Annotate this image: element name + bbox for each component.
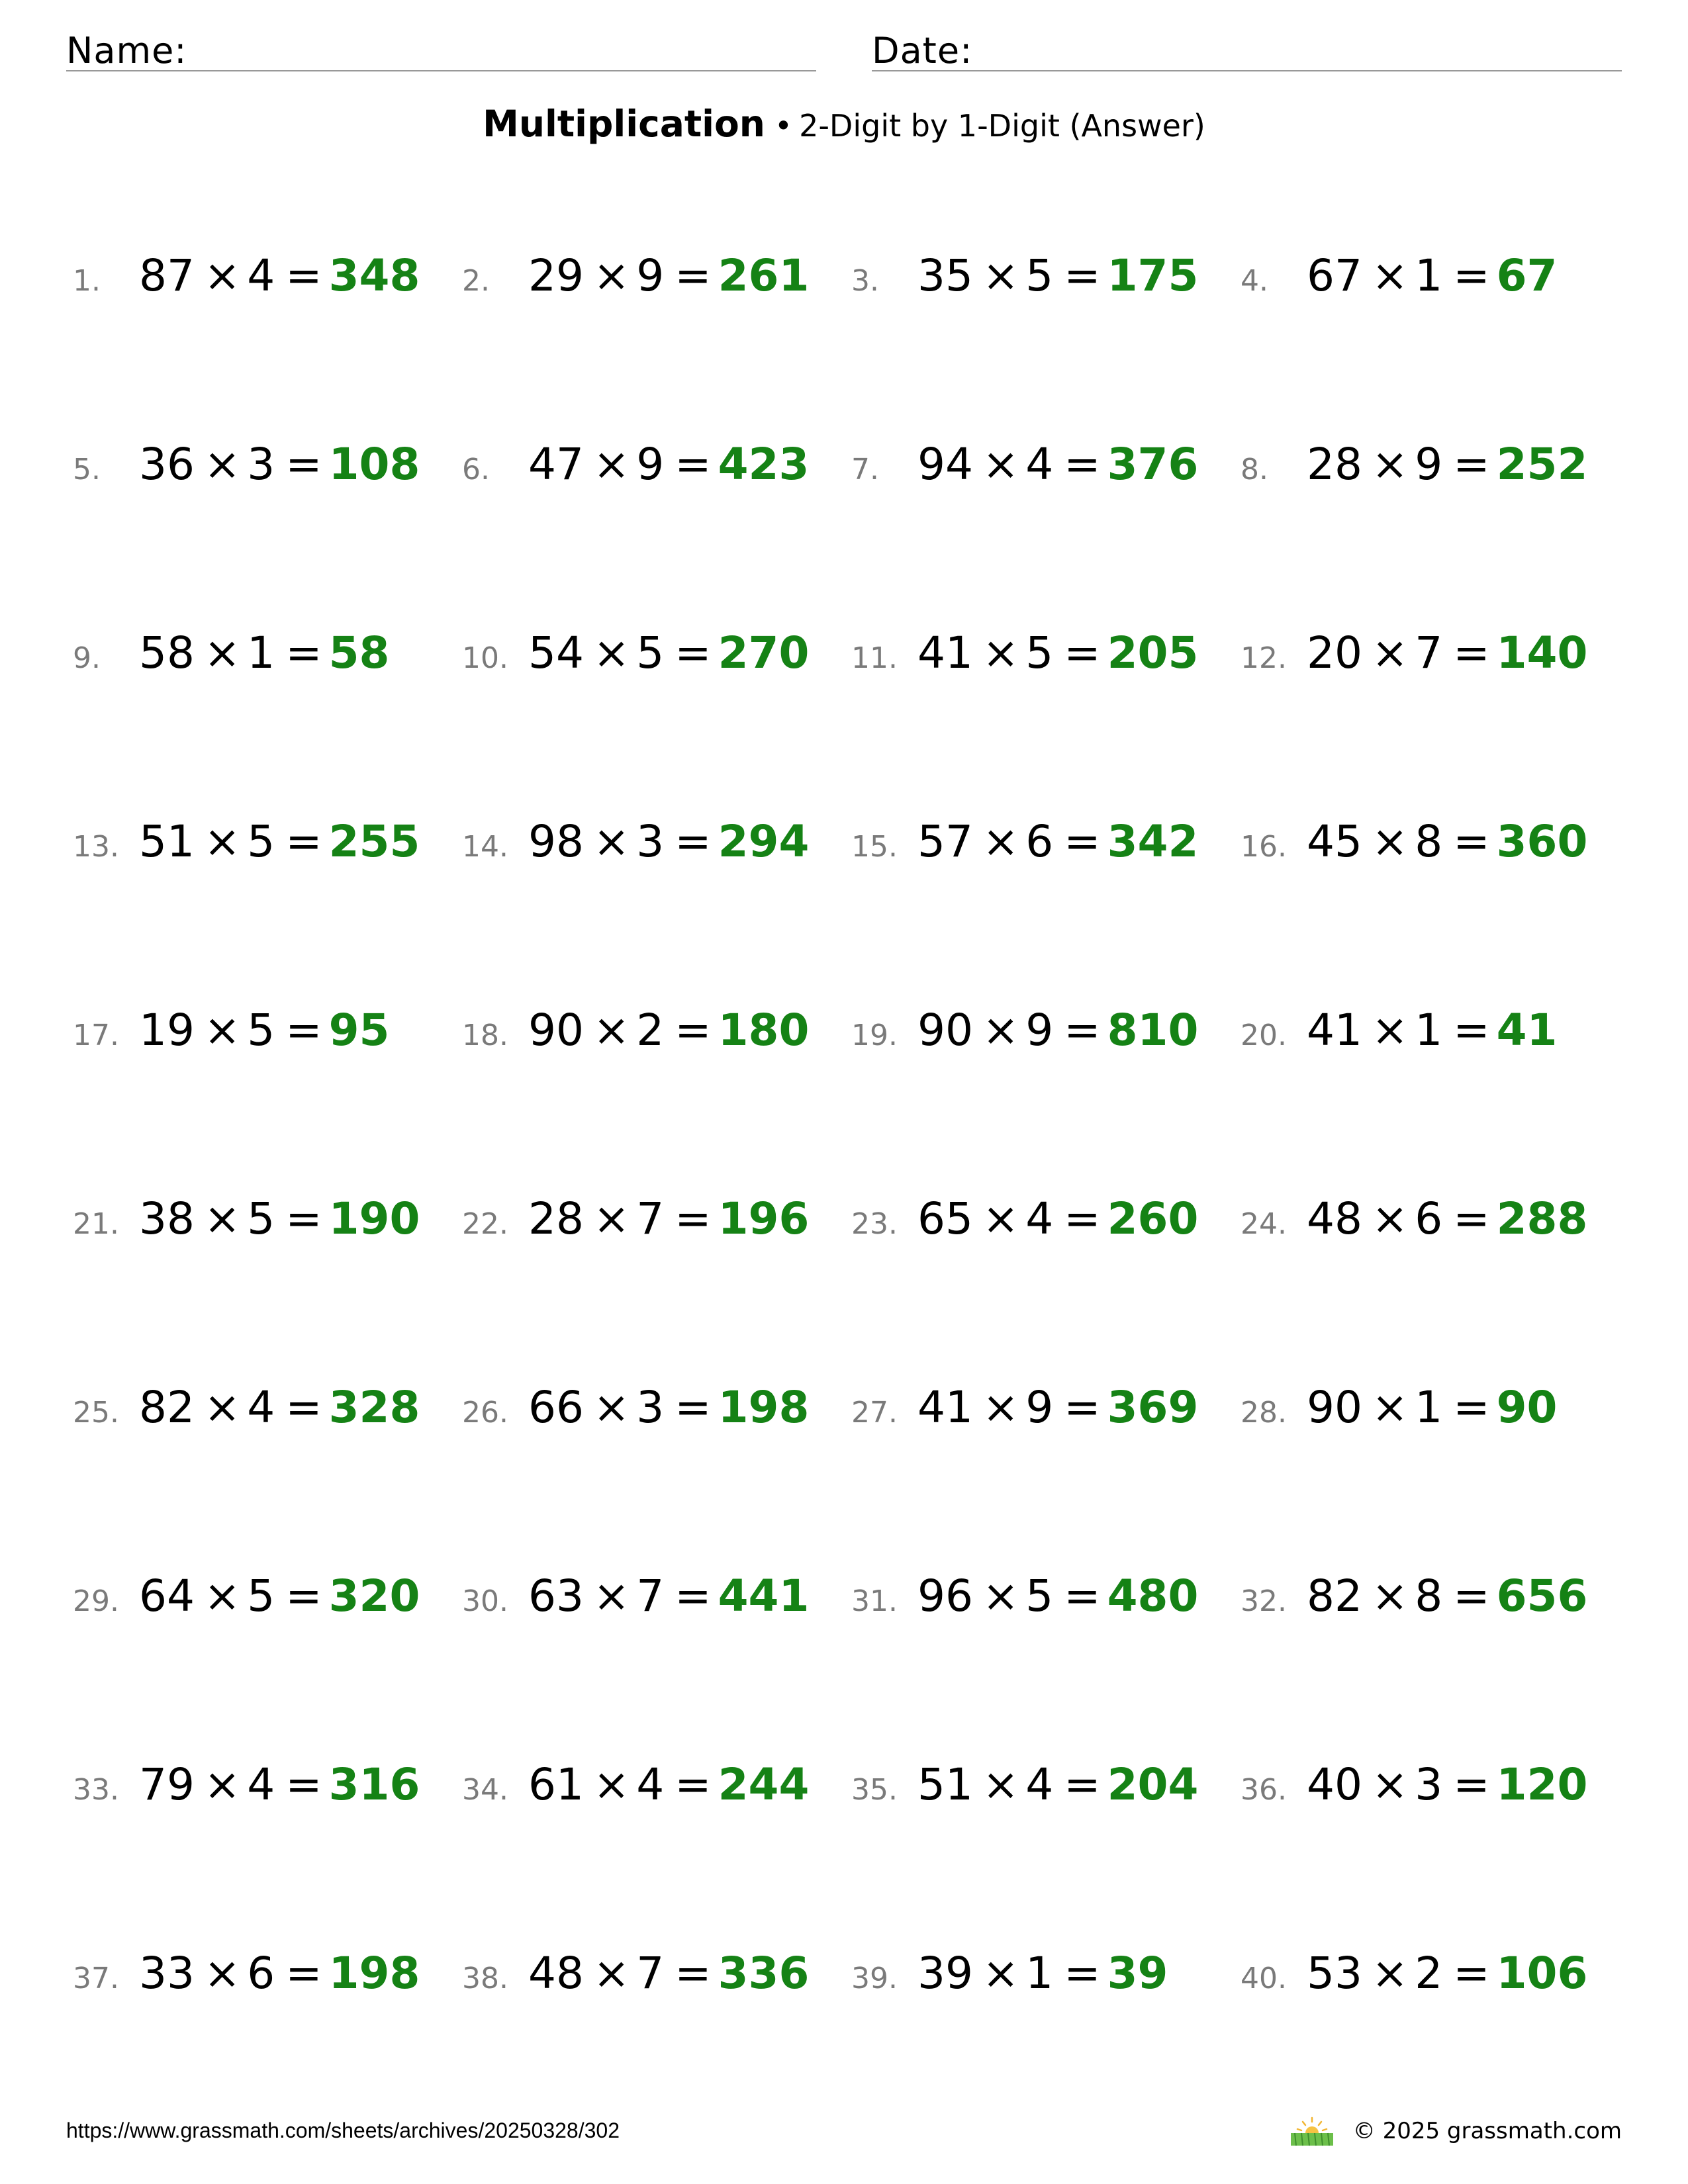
times-sign: × — [592, 1948, 630, 1999]
problem-factor-a: 82 — [1307, 1570, 1362, 1621]
problem-answer: 39 — [1107, 1948, 1168, 1999]
problem-factor-b: 3 — [636, 816, 665, 867]
problem-item — [1241, 1570, 1622, 1630]
problem-item — [851, 1005, 1241, 1064]
problem-item — [851, 816, 1241, 876]
problem-factor-b: 1 — [1025, 1948, 1054, 1999]
problem-answer: 196 — [718, 1193, 810, 1244]
problem-item — [462, 816, 851, 876]
equals-sign: = — [1453, 1948, 1490, 1999]
problem-item — [73, 250, 462, 310]
problem-factor-b: 7 — [1415, 627, 1443, 678]
equals-sign: = — [285, 816, 322, 867]
problem-factor-a: 98 — [528, 816, 584, 867]
times-sign: × — [982, 1193, 1019, 1244]
problem-number: 8. — [1241, 453, 1268, 486]
problem-answer: 95 — [328, 1005, 390, 1056]
problem-factor-a: 58 — [139, 627, 195, 678]
times-sign: × — [982, 1382, 1019, 1433]
problem-answer: 336 — [718, 1948, 810, 1999]
times-sign: × — [203, 1570, 241, 1621]
equals-sign: = — [285, 250, 322, 301]
equals-sign: = — [285, 1005, 322, 1056]
times-sign: × — [203, 1382, 241, 1433]
problem-factor-b: 4 — [247, 250, 275, 301]
problem-item — [851, 1382, 1241, 1441]
problem-number: 16. — [1241, 830, 1287, 864]
problem-answer: 810 — [1107, 1005, 1199, 1056]
equals-sign: = — [1453, 816, 1490, 867]
problem-factor-a: 40 — [1307, 1759, 1362, 1810]
problem-answer: 204 — [1107, 1759, 1199, 1810]
problem-item — [851, 1759, 1241, 1819]
problem-item — [1241, 1005, 1622, 1064]
equals-sign: = — [1064, 250, 1101, 301]
equals-sign: = — [285, 1570, 322, 1621]
equals-sign: = — [1064, 439, 1101, 490]
problem-factor-b: 1 — [247, 627, 275, 678]
problem-answer: 41 — [1496, 1005, 1558, 1056]
times-sign: × — [1371, 439, 1409, 490]
problem-answer: 106 — [1496, 1948, 1588, 1999]
problem-factor-b: 5 — [636, 627, 665, 678]
problem-factor-b: 9 — [636, 439, 665, 490]
problem-answer: 190 — [328, 1193, 420, 1244]
problem-factor-b: 7 — [636, 1570, 665, 1621]
problem-number: 21. — [73, 1207, 119, 1241]
problem-number: 17. — [73, 1019, 119, 1052]
name-label: Name: — [66, 30, 187, 71]
problem-factor-b: 6 — [247, 1948, 275, 1999]
problem-factor-a: 53 — [1307, 1948, 1362, 1999]
problem-factor-a: 61 — [528, 1759, 584, 1810]
problem-factor-b: 2 — [1415, 1948, 1443, 1999]
problem-factor-a: 79 — [139, 1759, 195, 1810]
problem-factor-a: 19 — [139, 1005, 195, 1056]
problem-number: 11. — [851, 641, 898, 675]
times-sign: × — [203, 1005, 241, 1056]
times-sign: × — [1371, 1570, 1409, 1621]
equals-sign: = — [1453, 250, 1490, 301]
problem-answer: 320 — [328, 1570, 420, 1621]
times-sign: × — [1371, 1193, 1409, 1244]
problem-item — [1241, 816, 1622, 876]
times-sign: × — [982, 1005, 1019, 1056]
problem-number: 12. — [1241, 641, 1287, 675]
problem-number: 31. — [851, 1584, 898, 1618]
problem-factor-b: 4 — [636, 1759, 665, 1810]
times-sign: × — [203, 439, 241, 490]
problem-answer: 328 — [328, 1382, 420, 1433]
problem-item — [851, 1570, 1241, 1630]
equals-sign: = — [1064, 1570, 1101, 1621]
problem-item — [851, 1948, 1241, 2007]
problem-factor-a: 39 — [917, 1948, 973, 1999]
problem-item — [462, 439, 851, 498]
problem-factor-a: 57 — [917, 816, 973, 867]
problem-item — [851, 627, 1241, 687]
problem-answer: 294 — [718, 816, 810, 867]
equals-sign: = — [675, 1382, 712, 1433]
problem-factor-a: 36 — [139, 439, 195, 490]
problem-factor-a: 87 — [139, 250, 195, 301]
equals-sign: = — [675, 627, 712, 678]
problem-factor-b: 3 — [247, 439, 275, 490]
times-sign: × — [592, 816, 630, 867]
problem-factor-b: 2 — [636, 1005, 665, 1056]
problem-factor-a: 48 — [1307, 1193, 1362, 1244]
problem-number: 27. — [851, 1396, 898, 1430]
times-sign: × — [982, 627, 1019, 678]
times-sign: × — [1371, 1759, 1409, 1810]
problem-item — [462, 250, 851, 310]
problem-item — [1241, 1382, 1622, 1441]
problem-answer: 252 — [1496, 439, 1588, 490]
problem-item — [851, 439, 1241, 498]
problem-answer: 198 — [328, 1948, 420, 1999]
times-sign: × — [1371, 627, 1409, 678]
problem-answer: 270 — [718, 627, 810, 678]
worksheet-title — [0, 103, 1688, 145]
date-field[interactable] — [872, 24, 1622, 71]
equals-sign: = — [675, 1570, 712, 1621]
problem-factor-b: 5 — [1025, 1570, 1054, 1621]
problem-number: 38. — [462, 1962, 508, 1995]
problem-number: 20. — [1241, 1019, 1287, 1052]
problem-factor-a: 20 — [1307, 627, 1362, 678]
equals-sign: = — [285, 1759, 322, 1810]
problem-number: 39. — [851, 1962, 898, 1995]
problem-number: 1. — [73, 264, 101, 298]
problem-number: 24. — [1241, 1207, 1287, 1241]
problem-factor-a: 82 — [139, 1382, 195, 1433]
problem-answer: 480 — [1107, 1570, 1199, 1621]
problem-factor-b: 6 — [1025, 816, 1054, 867]
problem-factor-b: 4 — [247, 1759, 275, 1810]
problem-answer: 175 — [1107, 250, 1199, 301]
problem-answer: 369 — [1107, 1382, 1199, 1433]
times-sign: × — [982, 250, 1019, 301]
problem-item — [73, 816, 462, 876]
equals-sign: = — [675, 1759, 712, 1810]
problem-factor-b: 6 — [1415, 1193, 1443, 1244]
footer-copyright: © 2025 grassmath.com — [1352, 2118, 1622, 2144]
problem-answer: 348 — [328, 250, 420, 301]
problem-answer: 120 — [1496, 1759, 1588, 1810]
problem-factor-b: 9 — [1025, 1005, 1054, 1056]
problem-number: 5. — [73, 453, 101, 486]
problem-item — [1241, 627, 1622, 687]
problem-number: 23. — [851, 1207, 898, 1241]
times-sign: × — [203, 1759, 241, 1810]
problem-answer: 441 — [718, 1570, 810, 1621]
equals-sign: = — [1064, 1759, 1101, 1810]
problem-factor-b: 5 — [1025, 250, 1054, 301]
equals-sign: = — [1453, 1382, 1490, 1433]
problem-factor-a: 45 — [1307, 816, 1362, 867]
times-sign: × — [592, 1005, 630, 1056]
problem-factor-b: 5 — [1025, 627, 1054, 678]
problem-factor-a: 67 — [1307, 250, 1362, 301]
date-label: Date: — [872, 30, 973, 71]
problem-number: 6. — [462, 453, 490, 486]
equals-sign: = — [1064, 1382, 1101, 1433]
problem-factor-a: 65 — [917, 1193, 973, 1244]
problem-factor-a: 41 — [917, 627, 973, 678]
problem-answer: 260 — [1107, 1193, 1199, 1244]
equals-sign: = — [675, 1948, 712, 1999]
equals-sign: = — [285, 1193, 322, 1244]
equals-sign: = — [1453, 1005, 1490, 1056]
footer-url: https://www.grassmath.com/sheets/archives/20250328/302 — [66, 2118, 620, 2142]
problem-item — [73, 1193, 462, 1253]
times-sign: × — [203, 627, 241, 678]
problem-factor-a: 28 — [1307, 439, 1362, 490]
problem-number: 26. — [462, 1396, 508, 1430]
problem-factor-b: 1 — [1415, 250, 1443, 301]
problem-factor-a: 29 — [528, 250, 584, 301]
grass-sun-logo-icon — [1288, 2115, 1336, 2147]
times-sign: × — [592, 627, 630, 678]
problem-factor-a: 33 — [139, 1948, 195, 1999]
times-sign: × — [592, 250, 630, 301]
problem-answer: 360 — [1496, 816, 1588, 867]
problem-answer: 58 — [328, 627, 390, 678]
times-sign: × — [1371, 1948, 1409, 1999]
problem-factor-a: 66 — [528, 1382, 584, 1433]
problem-number: 36. — [1241, 1773, 1287, 1807]
problem-number: 10. — [462, 641, 508, 675]
problem-item — [851, 250, 1241, 310]
problem-factor-b: 4 — [1025, 1193, 1054, 1244]
problem-number: 35. — [851, 1773, 898, 1807]
problem-answer: 255 — [328, 816, 420, 867]
problem-item — [462, 1948, 851, 2007]
equals-sign: = — [1453, 1759, 1490, 1810]
times-sign: × — [982, 439, 1019, 490]
times-sign: × — [592, 1759, 630, 1810]
times-sign: × — [982, 1759, 1019, 1810]
problem-factor-a: 35 — [917, 250, 973, 301]
problem-number: 9. — [73, 641, 101, 675]
problem-item — [462, 1382, 851, 1441]
problem-answer: 180 — [718, 1005, 810, 1056]
problem-number: 29. — [73, 1584, 119, 1618]
times-sign: × — [592, 1382, 630, 1433]
problem-number: 25. — [73, 1396, 119, 1430]
problem-number: 2. — [462, 264, 490, 298]
equals-sign: = — [285, 627, 322, 678]
problem-answer: 423 — [718, 439, 810, 490]
equals-sign: = — [285, 439, 322, 490]
problem-number: 4. — [1241, 264, 1268, 298]
problem-item — [1241, 439, 1622, 498]
equals-sign: = — [285, 1382, 322, 1433]
title-bullet: • — [774, 108, 793, 144]
times-sign: × — [203, 816, 241, 867]
problem-factor-a: 96 — [917, 1570, 973, 1621]
equals-sign: = — [675, 439, 712, 490]
problem-factor-b: 4 — [1025, 439, 1054, 490]
problem-item — [1241, 1193, 1622, 1253]
problem-factor-b: 5 — [247, 816, 275, 867]
problem-factor-b: 4 — [247, 1382, 275, 1433]
problem-factor-a: 90 — [1307, 1382, 1362, 1433]
times-sign: × — [1371, 1382, 1409, 1433]
problem-factor-b: 4 — [1025, 1759, 1054, 1810]
problem-number: 30. — [462, 1584, 508, 1618]
problem-factor-a: 41 — [1307, 1005, 1362, 1056]
problem-factor-a: 48 — [528, 1948, 584, 1999]
problem-factor-b: 5 — [247, 1005, 275, 1056]
times-sign: × — [982, 816, 1019, 867]
problem-factor-a: 47 — [528, 439, 584, 490]
problem-item — [462, 627, 851, 687]
name-field[interactable] — [66, 24, 816, 71]
problem-item — [73, 1005, 462, 1064]
problem-answer: 316 — [328, 1759, 420, 1810]
times-sign: × — [203, 1948, 241, 1999]
problem-grid — [73, 250, 1622, 2136]
equals-sign: = — [1453, 1570, 1490, 1621]
problem-number: 37. — [73, 1962, 119, 1995]
equals-sign: = — [1064, 1193, 1101, 1244]
problem-factor-b: 5 — [247, 1570, 275, 1621]
equals-sign: = — [675, 1005, 712, 1056]
problem-factor-a: 90 — [528, 1005, 584, 1056]
problem-number: 19. — [851, 1019, 898, 1052]
equals-sign: = — [1453, 439, 1490, 490]
problem-factor-b: 8 — [1415, 1570, 1443, 1621]
problem-item — [462, 1193, 851, 1253]
problem-item — [73, 627, 462, 687]
problem-factor-a: 64 — [139, 1570, 195, 1621]
problem-item — [462, 1759, 851, 1819]
problem-answer: 198 — [718, 1382, 810, 1433]
problem-item — [73, 1948, 462, 2007]
problem-item — [73, 439, 462, 498]
times-sign: × — [592, 1193, 630, 1244]
problem-item — [462, 1005, 851, 1064]
problem-factor-b: 1 — [1415, 1382, 1443, 1433]
times-sign: × — [982, 1570, 1019, 1621]
equals-sign: = — [1453, 1193, 1490, 1244]
problem-answer: 288 — [1496, 1193, 1588, 1244]
problem-number: 22. — [462, 1207, 508, 1241]
problem-item — [1241, 1948, 1622, 2007]
problem-answer: 90 — [1496, 1382, 1558, 1433]
problem-answer: 108 — [328, 439, 420, 490]
problem-item — [73, 1382, 462, 1441]
problem-number: 14. — [462, 830, 508, 864]
problem-number: 18. — [462, 1019, 508, 1052]
problem-number: 7. — [851, 453, 879, 486]
problem-number: 34. — [462, 1773, 508, 1807]
problem-number: 33. — [73, 1773, 119, 1807]
problem-item — [851, 1193, 1241, 1253]
problem-factor-a: 51 — [917, 1759, 973, 1810]
equals-sign: = — [285, 1948, 322, 1999]
problem-factor-a: 38 — [139, 1193, 195, 1244]
problem-factor-b: 9 — [1415, 439, 1443, 490]
problem-item — [73, 1759, 462, 1819]
equals-sign: = — [1453, 627, 1490, 678]
times-sign: × — [1371, 816, 1409, 867]
problem-factor-b: 3 — [636, 1382, 665, 1433]
problem-factor-b: 5 — [247, 1193, 275, 1244]
problem-factor-b: 1 — [1415, 1005, 1443, 1056]
problem-factor-a: 54 — [528, 627, 584, 678]
problem-number: 3. — [851, 264, 879, 298]
problem-item — [1241, 250, 1622, 310]
equals-sign: = — [1064, 816, 1101, 867]
problem-number: 28. — [1241, 1396, 1287, 1430]
problem-item — [462, 1570, 851, 1630]
problem-factor-a: 51 — [139, 816, 195, 867]
problem-factor-a: 63 — [528, 1570, 584, 1621]
footer-brand — [1288, 2115, 1622, 2147]
equals-sign: = — [1064, 1005, 1101, 1056]
problem-factor-a: 94 — [917, 439, 973, 490]
problem-answer: 244 — [718, 1759, 810, 1810]
problem-answer: 261 — [718, 250, 810, 301]
problem-factor-a: 28 — [528, 1193, 584, 1244]
problem-number: 15. — [851, 830, 898, 864]
times-sign: × — [982, 1948, 1019, 1999]
equals-sign: = — [675, 250, 712, 301]
equals-sign: = — [675, 816, 712, 867]
problem-answer: 376 — [1107, 439, 1199, 490]
title-main: Multiplication — [483, 103, 765, 145]
problem-item — [1241, 1759, 1622, 1819]
problem-factor-b: 9 — [636, 250, 665, 301]
problem-number: 40. — [1241, 1962, 1287, 1995]
problem-answer: 205 — [1107, 627, 1199, 678]
problem-factor-b: 3 — [1415, 1759, 1443, 1810]
equals-sign: = — [1064, 1948, 1101, 1999]
problem-factor-b: 9 — [1025, 1382, 1054, 1433]
problem-number: 32. — [1241, 1584, 1287, 1618]
problem-answer: 140 — [1496, 627, 1588, 678]
times-sign: × — [203, 250, 241, 301]
times-sign: × — [1371, 1005, 1409, 1056]
problem-factor-b: 7 — [636, 1193, 665, 1244]
problem-factor-b: 7 — [636, 1948, 665, 1999]
times-sign: × — [592, 439, 630, 490]
times-sign: × — [1371, 250, 1409, 301]
problem-number: 13. — [73, 830, 119, 864]
equals-sign: = — [675, 1193, 712, 1244]
problem-answer: 656 — [1496, 1570, 1588, 1621]
problem-factor-a: 90 — [917, 1005, 973, 1056]
problem-answer: 342 — [1107, 816, 1199, 867]
title-subtitle: 2-Digit by 1-Digit (Answer) — [799, 108, 1205, 144]
problem-answer: 67 — [1496, 250, 1558, 301]
times-sign: × — [203, 1193, 241, 1244]
problem-item — [73, 1570, 462, 1630]
equals-sign: = — [1064, 627, 1101, 678]
problem-factor-b: 8 — [1415, 816, 1443, 867]
times-sign: × — [592, 1570, 630, 1621]
problem-factor-a: 41 — [917, 1382, 973, 1433]
